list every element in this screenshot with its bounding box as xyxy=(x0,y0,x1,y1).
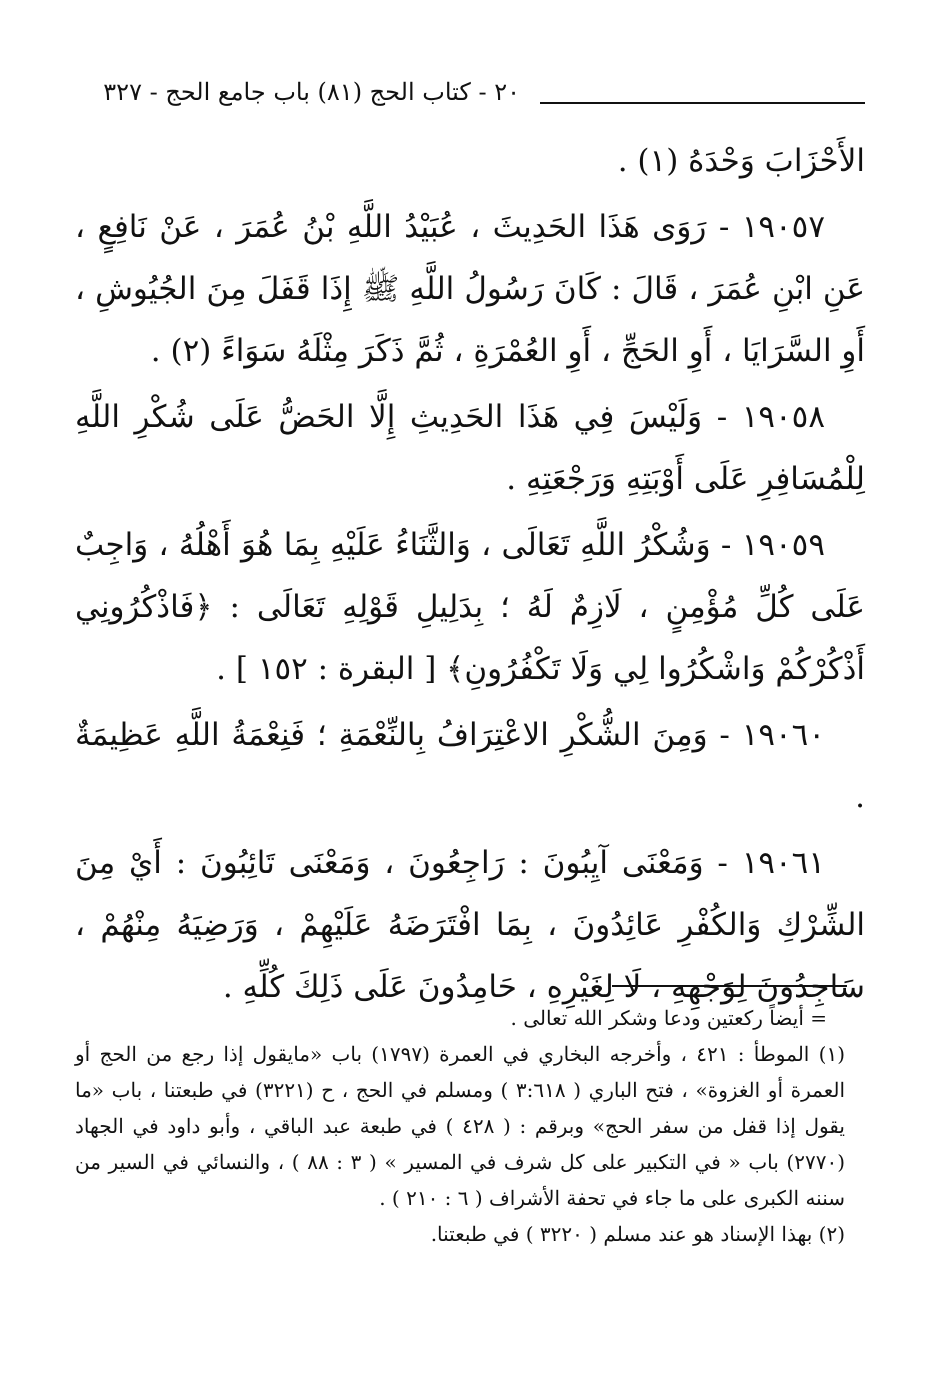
page-header xyxy=(85,72,865,112)
footnotes xyxy=(75,1000,845,1252)
footnote-rule xyxy=(612,985,847,987)
paragraph-19057: ١٩٠٥٧ - رَوَى هَذَا الحَدِيثَ ، عُبَيْدُ اللَّهِ بْنُ عُمَرَ ، عَنْ نَافِعٍ ، عَنِ ابْنِ عُمَرَ ، قَالَ : كَانَ رَسُولُ اللَّهِ ﷺ إِذَا قَفَلَ مِنَ الجُيُوشِ ، أَوِ السَّرَايَا ، أَوِ الحَجِّ ، أَوِ العُمْرَةِ ، ثُمَّ ذَكَرَ مِثْلَهُ سَوَاءً (٢) . xyxy=(75,209,865,369)
paragraph-19060: ١٩٠٦٠ - وَمِنَ الشُّكْرِ الاعْتِرَافُ بِالنِّعْمَةِ ؛ فَنِعْمَةُ اللَّهِ عَظِيمَةٌ . xyxy=(75,717,865,815)
paragraph-19058: ١٩٠٥٨ - وَلَيْسَ فِي هَذَا الحَدِيثِ إِلَّا الحَضُّ عَلَى شُكْرِ اللَّهِ لِلْمُسَافِرِ عَلَى أَوْبَتِهِ وَرَجْعَتِهِ . xyxy=(75,399,865,497)
paragraph-continuation: الأَحْزَابَ وَحْدَهُ (١) . xyxy=(617,143,865,179)
paragraph-19061: ١٩٠٦١ - وَمَعْنَى آيِبُونَ : رَاجِعُونَ ، وَمَعْنَى تَائِبُونَ : أَيْ مِنَ الشِّرْكِ وَالكُفْرِ عَائِدُونَ ، بِمَا افْتَرَضَهُ عَلَيْهِمْ ، وَرَضِيَهُ مِنْهُمْ ، سَاجِدُونَ لِوَجْهِهِ ، لَا لِغَيْرِهِ ، حَامِدُونَ عَلَى ذَلِكَ كُلِّهِ . xyxy=(75,845,865,1005)
header-rule xyxy=(540,102,865,104)
footnote-1: (١) الموطأ : ٤٢١ ، وأخرجه البخاري في العمرة (١٧٩٧) باب «مايقول إذا رجع من الحج أو العمرة أو الغزوة» ، فتح الباري ( ٣:٦١٨ ) ومسلم في الحج ، ح (٣٢٢١) في طبعتنا ، باب «ما يقول إذا قفل من سفر الحج» وبرقم : ( ٤٢٨ ) في طبعة عبد الباقي ، وأبو داود في الجهاد (٢٧٧٠) باب « في التكبير على كل شرف في المسير » ( ٣ : ٨٨ ) ، والنسائي في السير من سننه الكبرى على ما جاء في تحفة الأشراف ( ٦ : ٢١٠ ) . xyxy=(75,1042,846,1210)
footnote-2: (٢) بهذا الإسناد هو عند مسلم ( ٣٢٢٠ ) في طبعتنا. xyxy=(430,1222,845,1246)
footnote-continuation: = أيضاً ركعتين ودعا وشكر الله تعالى . xyxy=(510,1006,827,1030)
main-text xyxy=(75,130,865,1018)
running-title: ٢٠ - كتاب الحج (٨١) باب جامع الحج - ٣٢٧ xyxy=(103,78,520,106)
paragraph-19059: ١٩٠٥٩ - وَشُكْرُ اللَّهِ تَعَالَى ، وَالثَّنَاءُ عَلَيْهِ بِمَا هُوَ أَهْلُهُ ، وَاجِبٌ عَلَى كُلِّ مُؤْمِنٍ ، لَازِمٌ لَهُ ؛ بِدَلِيلِ قَوْلِهِ تَعَالَى : ﴿فَاذْكُرُونِي أَذْكُرْكُمْ وَاشْكُرُوا لِي وَلَا تَكْفُرُونِ﴾ [ البقرة : ١٥٢ ] . xyxy=(75,527,865,687)
